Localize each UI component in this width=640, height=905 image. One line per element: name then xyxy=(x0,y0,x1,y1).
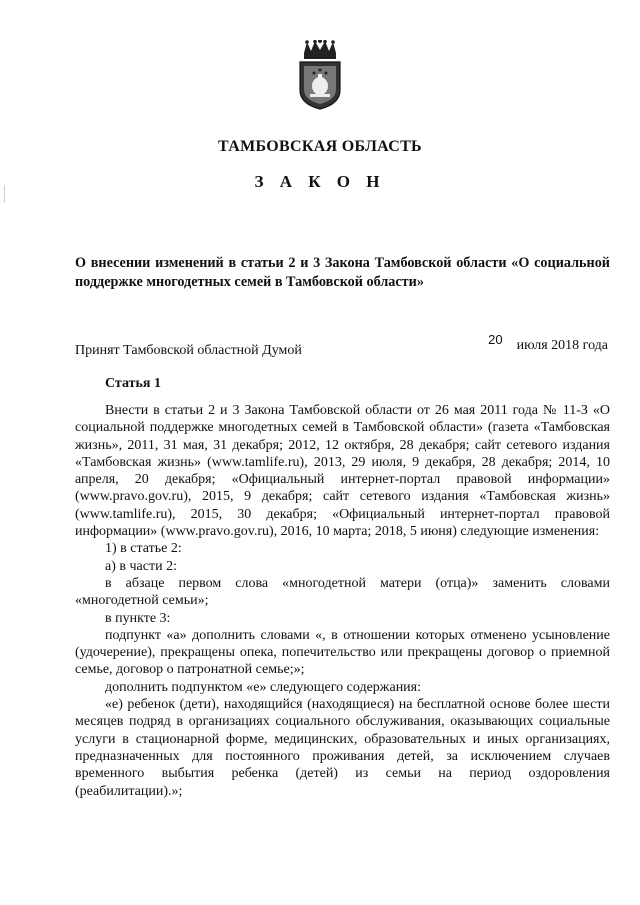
adoption-day-handwritten: 20 xyxy=(488,332,503,347)
document-type-heading: З А К О Н xyxy=(254,172,386,191)
tambov-coat-of-arms-emblem xyxy=(295,40,345,110)
region-heading: ТАМБОВСКАЯ ОБЛАСТЬ xyxy=(218,138,422,155)
article-paragraph: 1) в статье 2: xyxy=(105,541,182,557)
article-paragraph: дополнить подпунктом «е» следующего содержания: xyxy=(105,679,422,695)
article-paragraph: Внести в статьи 2 и 3 Закона Тамбовской области от 26 мая 2011 года № 11-З «О социальной поддержке многодетных семей в Тамбовской области» (газета «Тамбовская жизнь», 2011, 31 мая, 31 декабря; 2012, 12 октября, 28 декабря; сайт сетевого издания «Тамбовская жизнь» (www.tamlife.ru), 2013, 29 июля, 9 декабря, 28 декабря; 2014, 10 апреля, 20 декабря; «Официальный интернет-портал правовой информации» (www.pravo.gov.ru), 2015, 9 декабря; сайт сетевого издания «Тамбовская жизнь» (www.tamlife.ru), 2015, 30 декабря; «Официальный интернет-портал правовой информации» (www.pravo.gov.ru), 2016, 10 марта; 2018, 5 июня) следующие изменения: xyxy=(75,403,610,540)
article-paragraph: а) в части 2: xyxy=(105,558,177,574)
law-subject-title: О внесении изменений в статьи 2 и 3 Закона Тамбовской области «О социальной поддержке многодетных семей в Тамбовской области» xyxy=(75,255,610,290)
article-paragraph: в пункте 3: xyxy=(105,610,171,626)
adoption-month-year: июля 2018 года xyxy=(516,338,608,353)
article-body xyxy=(75,402,610,800)
article-title: Статья 1 xyxy=(105,376,161,391)
article-paragraph: «е) ребенок (дети), находящийся (находящиеся) на бесплатной основе более шести месяцев подряд в организациях социального обслуживания, оказывающих социальные услуги в стационарной форме, медицинских, образовательных и иных организациях, предназначенных для постоянного проживания детей, за исключением случаев временного выбытия ребенка (детей) из семьи на период оздоровления (реабилитации).»; xyxy=(75,697,610,799)
adoption-date xyxy=(488,332,608,354)
crown xyxy=(304,40,336,59)
adoption-authority: Принят Тамбовской областной Думой xyxy=(75,343,302,358)
article-paragraph: в абзаце первом слова «многодетной матери (отца)» заменить словами «многодетной семьи»; xyxy=(75,575,610,609)
article-paragraph: подпункт «а» дополнить словами «, в отношении которых отменено усыновление (удочерение), прекращены опека, попечительство или прекращены договор о приемной семье, договор о патронатной семье;»; xyxy=(75,627,610,678)
